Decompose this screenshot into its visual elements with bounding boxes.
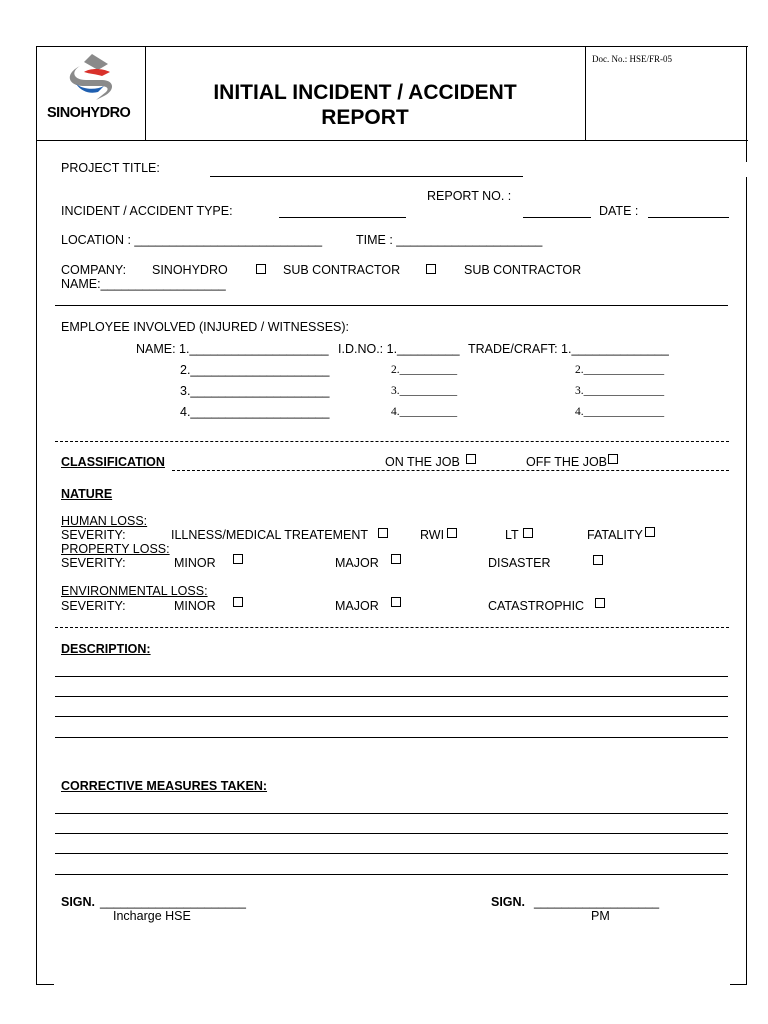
- fatality-checkbox[interactable]: [645, 527, 655, 537]
- sign-hse-field[interactable]: _____________________: [100, 895, 246, 909]
- section-divider: [55, 305, 728, 306]
- description-line-1[interactable]: [55, 676, 728, 677]
- doc-number: Doc. No.: HSE/FR-05: [592, 54, 673, 64]
- fatality-label: FATALITY: [587, 528, 643, 542]
- project-title-field[interactable]: [210, 176, 523, 177]
- employee-trade-3[interactable]: 3.______________: [575, 385, 665, 397]
- date-field[interactable]: [648, 217, 729, 218]
- environmental-major-label: MAJOR: [335, 599, 379, 613]
- report-no-field[interactable]: [523, 217, 591, 218]
- property-severity-label: SEVERITY:: [61, 556, 126, 570]
- description-line-4[interactable]: [55, 737, 728, 738]
- lt-label: LT: [505, 528, 519, 542]
- frame-left: [36, 140, 37, 985]
- report-no-label: REPORT NO. :: [427, 189, 512, 203]
- property-minor-checkbox[interactable]: [233, 554, 243, 564]
- employee-id-4[interactable]: 4.__________: [391, 406, 458, 418]
- incident-type-label: INCIDENT / ACCIDENT TYPE:: [61, 204, 233, 218]
- corrective-line-4[interactable]: [55, 874, 728, 875]
- employee-trade-1[interactable]: TRADE/CRAFT: 1.______________: [468, 342, 669, 356]
- frame-bottom-left: [36, 984, 54, 985]
- frame-right-top: [746, 140, 747, 162]
- date-label: DATE :: [599, 204, 639, 218]
- dashed-divider: [55, 441, 729, 442]
- employee-id-1[interactable]: I.D.NO.: 1._________: [338, 342, 460, 356]
- sub-contractor-option-2: SUB CONTRACTOR: [464, 263, 582, 277]
- sign-pm-role: PM: [591, 909, 610, 923]
- human-severity-label: SEVERITY:: [61, 528, 126, 542]
- sub-contractor-checkbox[interactable]: [426, 264, 436, 274]
- environmental-minor-checkbox[interactable]: [233, 597, 243, 607]
- employee-trade-4[interactable]: 4.______________: [575, 406, 665, 418]
- frame-right-bottom: [746, 177, 747, 985]
- lt-checkbox[interactable]: [523, 528, 533, 538]
- time-field[interactable]: TIME : _____________________: [356, 233, 543, 247]
- description-heading: DESCRIPTION:: [61, 642, 151, 656]
- property-major-label: MAJOR: [335, 556, 379, 570]
- sign-pm-label: SIGN.: [491, 895, 526, 909]
- environmental-minor-label: MINOR: [174, 599, 216, 613]
- off-job-label: OFF THE JOB: [526, 455, 608, 469]
- sinohydro-option: SINOHYDRO: [152, 263, 228, 277]
- location-field[interactable]: LOCATION : ___________________________: [61, 233, 323, 247]
- rwi-label: RWI: [420, 528, 445, 542]
- disaster-checkbox[interactable]: [593, 555, 603, 565]
- project-title-label: PROJECT TITLE:: [61, 161, 160, 175]
- environmental-loss-label: ENVIRONMENTAL LOSS:: [61, 584, 208, 598]
- property-loss-label: PROPERTY LOSS:: [61, 542, 170, 556]
- catastrophic-label: CATASTROPHIC: [488, 599, 585, 613]
- sign-hse-role: Incharge HSE: [113, 909, 191, 923]
- classification-dashed-line: [172, 470, 729, 471]
- corrective-heading: CORRECTIVE MEASURES TAKEN:: [61, 779, 268, 793]
- title-line-2: REPORT: [321, 106, 409, 129]
- illness-label: ILLNESS/MEDICAL TREATEMENT: [171, 528, 369, 542]
- on-job-label: ON THE JOB: [385, 455, 460, 469]
- corrective-line-1[interactable]: [55, 813, 728, 814]
- contractor-name-field[interactable]: NAME:__________________: [61, 277, 226, 291]
- employee-trade-2[interactable]: 2.______________: [575, 364, 665, 376]
- catastrophic-checkbox[interactable]: [595, 598, 605, 608]
- property-major-checkbox[interactable]: [391, 554, 401, 564]
- nature-heading: NATURE: [61, 487, 113, 501]
- title-line-1: INITIAL INCIDENT / ACCIDENT: [213, 81, 517, 104]
- employee-name-3[interactable]: 3.____________________: [180, 384, 330, 398]
- illness-checkbox[interactable]: [378, 528, 388, 538]
- employee-name-4[interactable]: 4.____________________: [180, 405, 330, 419]
- corrective-line-2[interactable]: [55, 833, 728, 834]
- employees-heading: EMPLOYEE INVOLVED (INJURED / WITNESSES):: [61, 320, 350, 334]
- logo-text: SINOHYDRO: [47, 105, 131, 121]
- on-job-checkbox[interactable]: [466, 454, 476, 464]
- page-title: [146, 80, 584, 130]
- property-minor-label: MINOR: [174, 556, 216, 570]
- corrective-line-3[interactable]: [55, 853, 728, 854]
- sign-pm-field[interactable]: __________________: [534, 895, 660, 909]
- incident-type-field[interactable]: [279, 217, 406, 218]
- employee-id-3[interactable]: 3.__________: [391, 385, 458, 397]
- employee-id-2[interactable]: 2.__________: [391, 364, 458, 376]
- description-line-3[interactable]: [55, 716, 728, 717]
- environmental-severity-label: SEVERITY:: [61, 599, 126, 613]
- classification-heading: CLASSIFICATION: [61, 455, 165, 469]
- employee-name-2[interactable]: 2.____________________: [180, 363, 330, 377]
- rwi-checkbox[interactable]: [447, 528, 457, 538]
- sinohydro-logo-icon: [40, 50, 142, 110]
- sign-hse-label: SIGN.: [61, 895, 96, 909]
- sub-contractor-option-1: SUB CONTRACTOR: [283, 263, 401, 277]
- company-logo: [40, 50, 142, 136]
- frame-bottom-right: [730, 984, 747, 985]
- company-label: COMPANY:: [61, 263, 127, 277]
- off-job-checkbox[interactable]: [608, 454, 618, 464]
- employee-name-1[interactable]: NAME: 1.____________________: [136, 342, 329, 356]
- disaster-label: DISASTER: [488, 556, 551, 570]
- environmental-major-checkbox[interactable]: [391, 597, 401, 607]
- description-line-2[interactable]: [55, 696, 728, 697]
- human-loss-label: HUMAN LOSS:: [61, 514, 148, 528]
- sinohydro-checkbox[interactable]: [256, 264, 266, 274]
- dashed-divider-2: [55, 627, 729, 628]
